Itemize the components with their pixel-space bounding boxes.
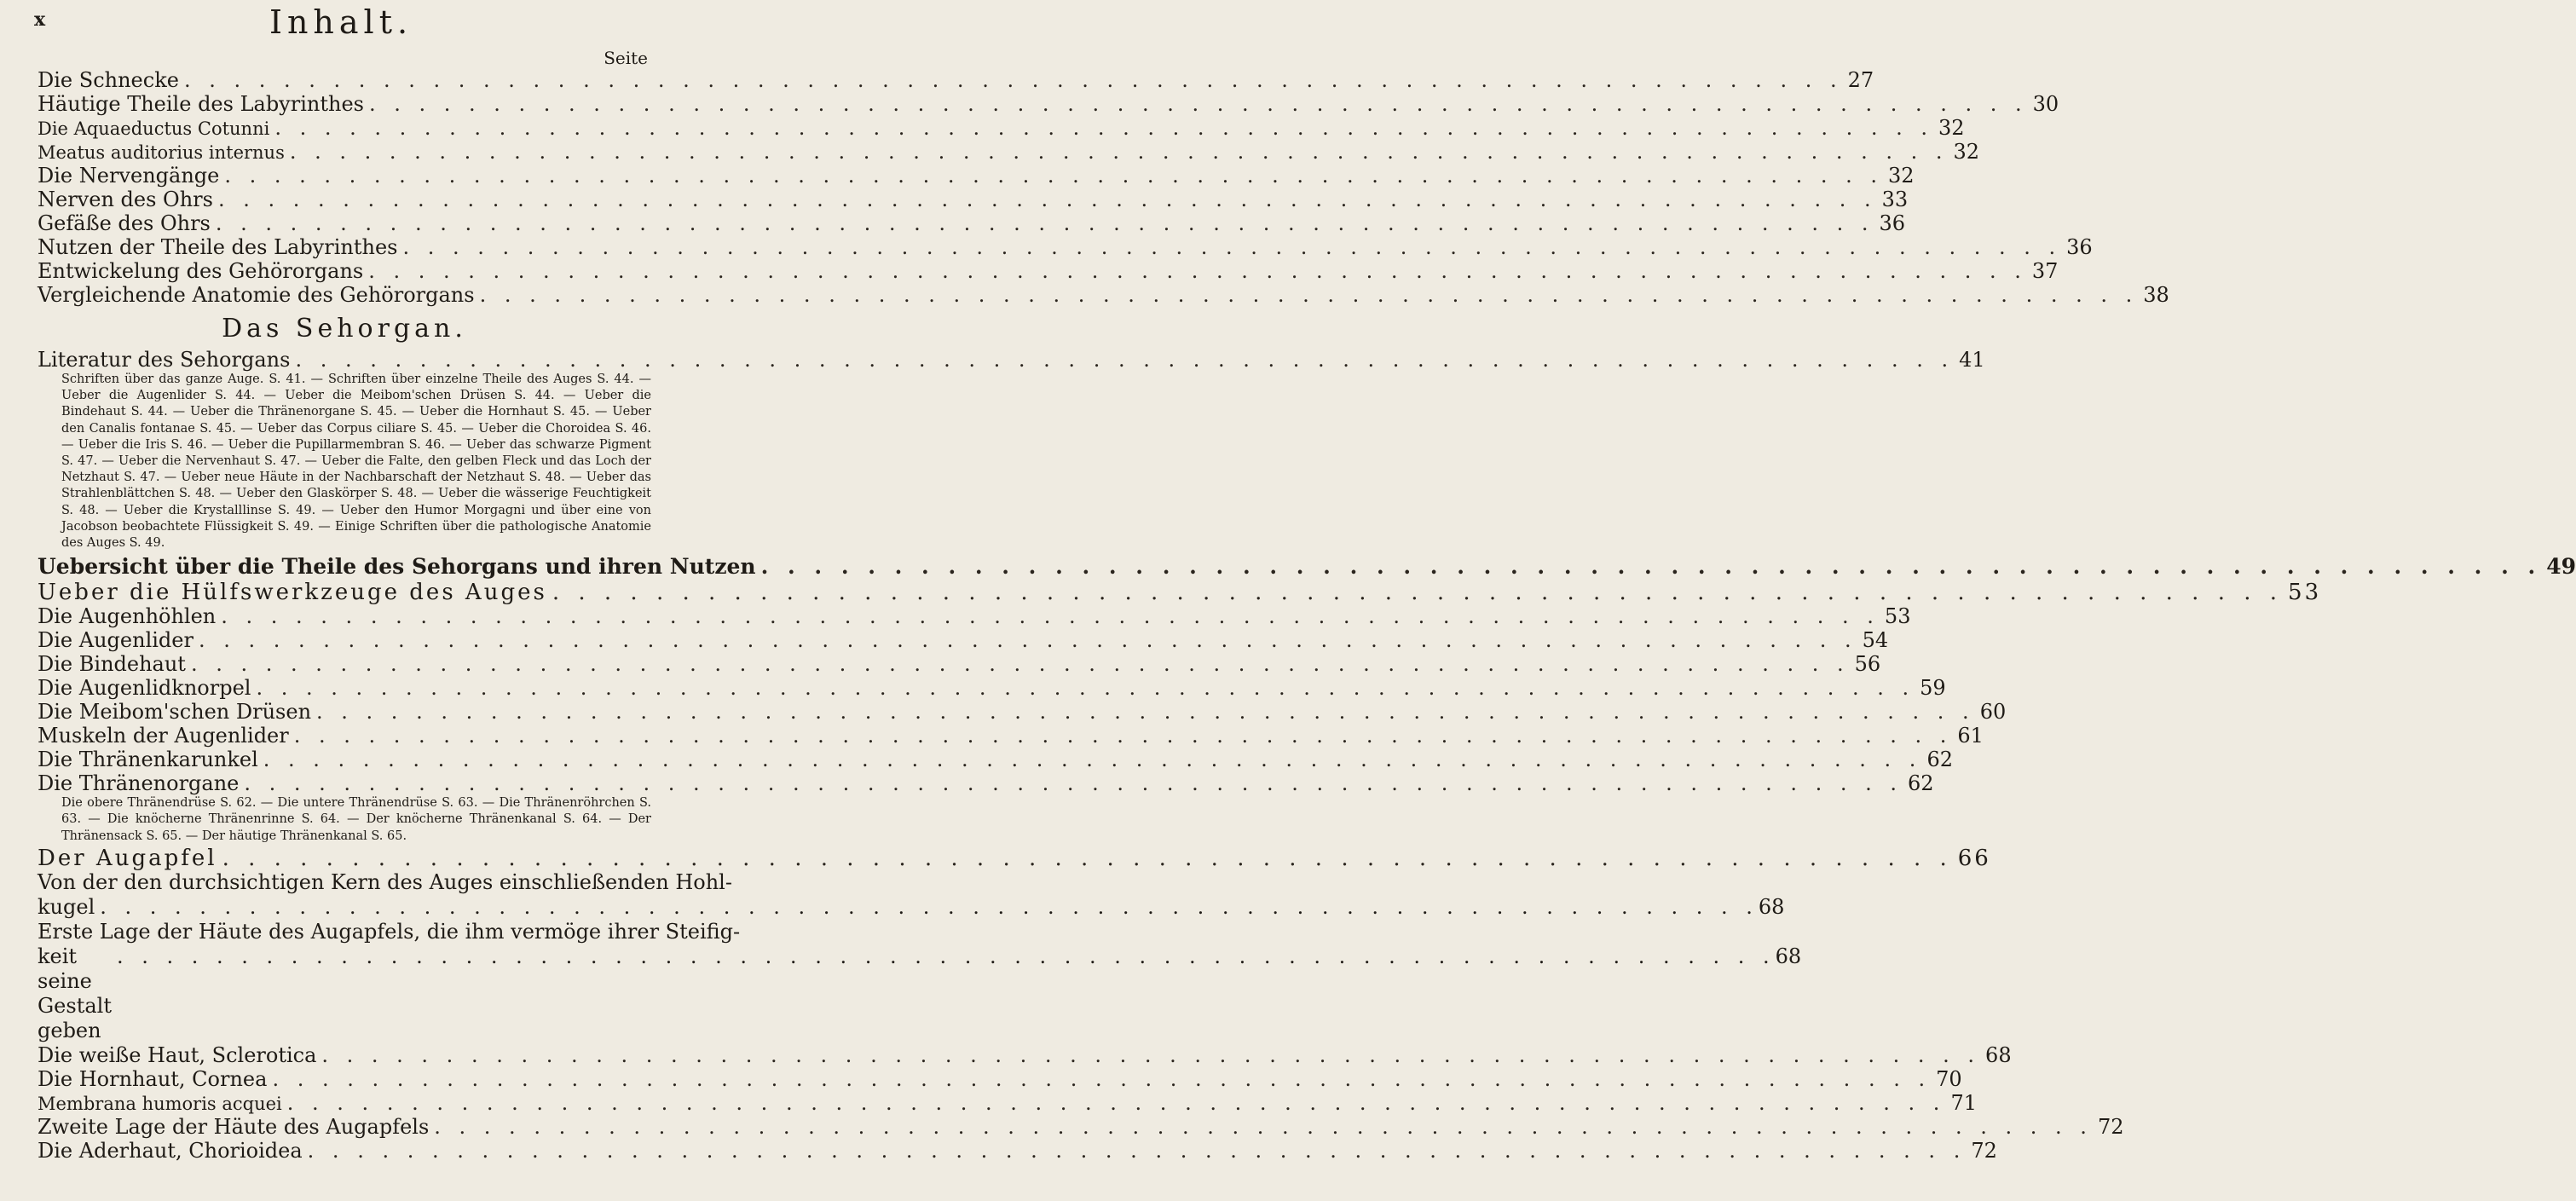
toc-entry-title: Die Aderhaut, Chorioidea xyxy=(38,1138,303,1163)
leader-dots: . . . . . . . . . . . . . . . . . . . . . . . . . . . . . . . . . . . . . . . . . . . . . . . . . . . . . . . . . . . . . . . . . . . xyxy=(316,700,1975,725)
toc-entry xyxy=(38,164,1915,188)
toc-entry-page: 41 xyxy=(1959,348,1985,372)
toc-entry-page: 60 xyxy=(1979,700,2007,725)
toc-entry-page: 32 xyxy=(1938,116,1965,140)
toc-entry-title: Die Augenlidknorpel xyxy=(38,676,251,701)
toc-entry-title: Muskeln der Augenlider xyxy=(38,724,289,748)
section-title: Das Sehorgan. xyxy=(222,314,467,344)
toc-entry-page: 61 xyxy=(1957,724,1984,748)
toc-entry xyxy=(38,68,1874,92)
toc-entry-title: Die Meibom'schen Drüsen xyxy=(38,700,312,725)
toc-entry xyxy=(38,1090,1977,1115)
toc-entry-title: Die Aquaeductus Cotunni xyxy=(38,118,270,139)
toc-entry-title: Meatus auditorius internus xyxy=(38,142,285,163)
leader-dots: . . . . . . . . . . . . . . . . . . . . . . . . . . . . . . . . . . . . . . . . . . . . . . . . . . . . . . . . . . . . . . . . . . . xyxy=(198,628,1857,653)
toc-entry-literatur xyxy=(38,348,1985,372)
toc-entry xyxy=(38,283,2169,307)
toc-entry-title: Die Augenhöhlen xyxy=(38,604,217,629)
toc-entry-title: Ueber die Hülfswerkzeuge des Auges xyxy=(38,580,547,606)
toc-entry-title: Die Thränenkarunkel xyxy=(38,748,258,772)
toc-entry-page: 30 xyxy=(2032,92,2059,116)
toc-entry xyxy=(38,188,1909,211)
toc-entry-title: Literatur des Sehorgans xyxy=(38,348,291,372)
toc-entry-page: 37 xyxy=(2031,259,2059,283)
toc-entry-title: Zweite Lage der Häute des Augapfels xyxy=(38,1114,430,1139)
toc-entry xyxy=(38,140,1980,164)
leader-dots: . . . . . . . . . . . . . . . . . . . . . . . . . . . . . . . . . . . . . . . . . . . . . . . . . . . . . . . . . . . . . . . . . . . xyxy=(307,1138,1967,1163)
toc-entry-title: Die weiße Haut, Sclerotica xyxy=(38,1042,317,1067)
toc-entry-uebersicht xyxy=(38,553,2576,580)
toc-entry xyxy=(38,724,1984,748)
page-header xyxy=(34,3,648,41)
toc-entry-title: Der Augapfel xyxy=(38,845,217,871)
toc-entry-title: Die Hornhaut, Cornea xyxy=(38,1066,268,1091)
toc-entry-page: 27 xyxy=(1847,68,1874,92)
running-title: Inhalt. xyxy=(269,3,413,41)
toc-entry-page: 33 xyxy=(1881,188,1909,211)
toc-entry-page: 32 xyxy=(1888,164,1915,188)
toc-entry-title: Die Nervengänge xyxy=(38,164,220,188)
toc-entry-title: Nerven des Ohrs xyxy=(38,188,213,211)
toc-entry-page: 38 xyxy=(2143,283,2169,307)
leader-dots: . . . . . . . . . . . . . . . . . . . . . . . . . . . . . . . . . . . . . . . . . . . . . . . . . . . . . . . . . . . . . . . . . . . xyxy=(295,348,1955,372)
toc-entry-title-cont: keit seine Gestalt geben xyxy=(38,944,112,1042)
toc-entry-page: 68 xyxy=(1775,944,1802,968)
leader-dots: . . . . . . . . . . . . . . . . . . . . . . . . . . . . . . . . . . . . . . . . . . . . . . . . . . . . . . . . . . . . . . . . . . . xyxy=(368,92,2028,116)
toc-entry-title: Gefäße des Ohrs xyxy=(38,211,211,235)
leader-dots: . . . . . . . . . . . . . . . . . . . . . . . . . . . . . . . . . . . . . . . . . . . . . . . . . . . . . . . . . . . . . . . . . . . xyxy=(224,164,1883,188)
leader-dots: . . . . . . . . . . . . . . . . . . . . . . . . . . . . . . . . . . . . . . . . . . . . . . . . . . . . . . . . . . . . . . . . . . . xyxy=(286,1090,1946,1115)
leader-dots: . . . . . . . . . . . . . . . . . . . . . . . . . . . . . . . . . . . . . . . . . . . . . . . . . . . . . . . . . . . . . . . . . . . xyxy=(183,68,1843,92)
toc-entry-erste-lage xyxy=(38,919,1802,1043)
toc-entry xyxy=(38,604,1911,629)
leader-dots: . . . . . . . . . . . . . . . . . . . . . . . . . . . . . . . . . . . . . . . . . . . . . . . . . . . . . . . . . . . . . . . . . . . xyxy=(760,554,2542,580)
toc-group-eye-aids xyxy=(38,604,2007,796)
toc-entry xyxy=(38,1042,2012,1067)
leader-dots: . . . . . . . . . . . . . . . . . . . . . . . . . . . . . . . . . . . . . . . . . . . . . . . . . . . . . . . . . . . . . . . . . . . xyxy=(222,845,1953,871)
toc-entry xyxy=(38,259,2059,283)
toc-entry-page: 53 xyxy=(2288,580,2322,606)
toc-entry xyxy=(38,1066,1962,1091)
toc-entry-page: 72 xyxy=(2097,1114,2124,1139)
leader-dots: . . . . . . . . . . . . . . . . . . . . . . . . . . . . . . . . . . . . . . . . . . . . . . . . . . . . . . . . . . . . . . . . . . . xyxy=(402,235,2062,259)
toc-entry xyxy=(38,1114,2124,1139)
toc-entry-page: 36 xyxy=(1879,211,1906,235)
leader-dots: . . . . . . . . . . . . . . . . . . . . . . . . . . . . . . . . . . . . . . . . . . . . . . . . . . . . . . . . . . . . . . . . . . . xyxy=(368,259,2027,283)
toc-entry-title: Die Schnecke xyxy=(38,68,179,92)
toc-entry xyxy=(38,676,1946,701)
toc-entry-title: Die Augenlider xyxy=(38,628,193,653)
literatur-note: Schriften über das ganze Auge. S. 41. — Schriften über einzelne Theile des Auges S. 44. — Ueber die Augenlider S. 44. — Ueber die Meibom'schen Drüsen S. 44. — Ueber die Bindehaut S. 44. — Ueber die Thränenorgane S. 45. — Ueber die Hornhaut S. 45. — Ueber den Canalis fontanae S. 45. — Ueber das Corpus ciliare S. 45. — Ueber die Choroidea S. 46. — Ueber die Iris S. 46. — Ueber die Pupillarmembran S. 46. — Ueber das schwarze Pigment S. 47. — Ueber die Nervenhaut S. 47. — Ueber die Falte, den gelben Fleck und das Loch der Netzhaut S. 47. — Ueber neue Häute in der Nachbarschaft der Netzhaut S. 48. — Ueber das Strahlenblättchen S. 48. — Ueber den Glaskörper S. 48. — Ueber die wässerige Feuchtigkeit S. 48. — Ueber die Krystalllinse S. 49. — Ueber den Humor Morgagni und über eine von Jacobson beobachtete Flüssigkeit S. 49. — Einige Schriften über die pathologische Anatomie des Auges S. 49. xyxy=(61,372,651,551)
toc-entry-title: Vergleichende Anatomie des Gehörorgans xyxy=(38,283,475,307)
leader-dots: . . . . . . . . . . . . . . . . . . . . . . . . . . . . . . . . . . . . . . . . . . . . . . . . . . . . . . . . . . . . . . . . . . . xyxy=(293,724,1953,748)
toc-entry-title: Membrana humoris acquei xyxy=(38,1093,282,1114)
leader-dots: . . . . . . . . . . . . . . . . . . . . . . . . . . . . . . . . . . . . . . . . . . . . . . . . . . . . . . . . . . . . . . . . . . . xyxy=(100,894,1759,919)
toc-entry-title: Uebersicht über die Theile des Sehorgans und ihren Nutzen xyxy=(38,554,756,580)
toc-entry-kern xyxy=(38,869,1785,920)
table-of-contents xyxy=(38,68,2576,1163)
leader-dots: . . . . . . . . . . . . . . . . . . . . . . . . . . . . . . . . . . . . . . . . . . . . . . . . . . . . . . . . . . . . . . . . . . . xyxy=(272,1066,1932,1091)
toc-entry-page: 59 xyxy=(1920,676,1946,701)
toc-group-ear xyxy=(38,68,2169,307)
toc-entry-continuation xyxy=(38,944,1802,1043)
toc-group-eyeball xyxy=(38,1042,2124,1163)
toc-entry-page: 71 xyxy=(1950,1090,1977,1115)
toc-entry xyxy=(38,92,2059,116)
leader-dots: . . . . . . . . . . . . . . . . . . . . . . . . . . . . . . . . . . . . . . . . . . . . . . . . . . . . . . . . . . . . . . . . . . . xyxy=(116,944,1776,968)
leader-dots: . . . . . . . . . . . . . . . . . . . . . . . . . . . . . . . . . . . . . . . . . . . . . . . . . . . . . . . . . . . . . . . . . . . xyxy=(321,1042,1981,1067)
toc-entry-page: 62 xyxy=(1908,771,1934,796)
leader-dots: . . . . . . . . . . . . . . . . . . . . . . . . . . . . . . . . . . . . . . . . . . . . . . . . . . . . . . . . . . . . . . . . . . . xyxy=(263,748,1922,772)
toc-entry-page: 70 xyxy=(1936,1066,1962,1091)
leader-dots: . . . . . . . . . . . . . . . . . . . . . . . . . . . . . . . . . . . . . . . . . . . . . . . . . . . . . . . . . . . . . . . . . . . xyxy=(289,140,1949,164)
leader-dots: . . . . . . . . . . . . . . . . . . . . . . . . . . . . . . . . . . . . . . . . . . . . . . . . . . . . . . . . . . . . . . . . . . . xyxy=(434,1114,2093,1139)
toc-entry-page: 54 xyxy=(1862,628,1889,653)
leader-dots: . . . . . . . . . . . . . . . . . . . . . . . . . . . . . . . . . . . . . . . . . . . . . . . . . . . . . . . . . . . . . . . . . . . xyxy=(244,771,1903,796)
toc-entry xyxy=(38,1138,1997,1163)
toc-entry xyxy=(38,628,1889,653)
leader-dots: . . . . . . . . . . . . . . . . . . . . . . . . . . . . . . . . . . . . . . . . . . . . . . . . . . . . . . . . . . . . . . . . . . . xyxy=(274,116,1933,140)
toc-entry xyxy=(38,211,1906,235)
toc-entry xyxy=(38,700,2007,725)
leader-dots: . . . . . . . . . . . . . . . . . . . . . . . . . . . . . . . . . . . . . . . . . . . . . . . . . . . . . . . . . . . . . . . . . . . xyxy=(479,283,2139,307)
leader-dots: . . . . . . . . . . . . . . . . . . . . . . . . . . . . . . . . . . . . . . . . . . . . . . . . . . . . . . . . . . . . . . . . . . . xyxy=(217,188,1877,211)
toc-entry xyxy=(38,235,2093,259)
toc-entry-page: 32 xyxy=(1953,140,1980,164)
toc-entry-page: 66 xyxy=(1957,845,1991,871)
page-number: x xyxy=(34,9,46,31)
toc-entry xyxy=(38,652,1881,677)
leader-dots: . . . . . . . . . . . . . . . . . . . . . . . . . . . . . . . . . . . . . . . . . . . . . . . . . . . . . . . . . . . . . . . . . . . xyxy=(552,580,2284,606)
toc-entry-page: 72 xyxy=(1971,1138,1997,1163)
toc-entry xyxy=(38,116,1965,140)
toc-entry xyxy=(38,748,1953,772)
toc-entry-page: 68 xyxy=(1985,1042,2012,1067)
toc-entry-title: Entwickelung des Gehörorgans xyxy=(38,259,364,283)
toc-entry-continuation xyxy=(38,894,1785,920)
toc-entry-page: 56 xyxy=(1854,652,1881,677)
toc-entry-augapfel xyxy=(38,845,1991,871)
leader-dots: . . . . . . . . . . . . . . . . . . . . . . . . . . . . . . . . . . . . . . . . . . . . . . . . . . . . . . . . . . . . . . . . . . . xyxy=(221,604,1880,629)
thraenen-note: Die obere Thränendrüse S. 62. — Die untere Thränendrüse S. 63. — Die Thränenröhrchen S. 63. — Die knöcherne Thränenrinne S. 64. — Der knöcherne Thränenkanal S. 64. — Der Thränensack S. 65. — Der häutige Thränenkanal S. 65. xyxy=(61,796,651,843)
toc-entry-title: Von der den durchsichtigen Kern des Auges einschließenden Hohl- xyxy=(38,869,732,894)
leader-dots: . . . . . . . . . . . . . . . . . . . . . . . . . . . . . . . . . . . . . . . . . . . . . . . . . . . . . . . . . . . . . . . . . . . xyxy=(215,211,1874,235)
toc-entry-huelfswerkzeuge xyxy=(38,580,2322,606)
toc-entry-title-cont: kugel xyxy=(38,894,95,919)
toc-entry-title: Erste Lage der Häute des Augapfels, die ihm vermöge ihrer Steifig- xyxy=(38,919,741,944)
toc-entry-page: 49 xyxy=(2546,554,2576,580)
toc-entry-page: 36 xyxy=(2066,235,2093,259)
leader-dots: . . . . . . . . . . . . . . . . . . . . . . . . . . . . . . . . . . . . . . . . . . . . . . . . . . . . . . . . . . . . . . . . . . . xyxy=(256,676,1915,701)
seite-label: Seite xyxy=(604,48,648,68)
toc-entry-title: Die Bindehaut xyxy=(38,652,186,677)
toc-entry-page: 68 xyxy=(1758,894,1785,919)
toc-entry xyxy=(38,771,1934,796)
leader-dots: . . . . . . . . . . . . . . . . . . . . . . . . . . . . . . . . . . . . . . . . . . . . . . . . . . . . . . . . . . . . . . . . . . . xyxy=(190,652,1850,677)
toc-entry-title: Häutige Theile des Labyrinthes xyxy=(38,92,364,116)
toc-entry-page: 53 xyxy=(1884,604,1911,629)
toc-entry-title: Die Thränenorgane xyxy=(38,771,240,796)
toc-entry-page: 62 xyxy=(1926,748,1953,772)
toc-entry-title: Nutzen der Theile des Labyrinthes xyxy=(38,235,398,259)
